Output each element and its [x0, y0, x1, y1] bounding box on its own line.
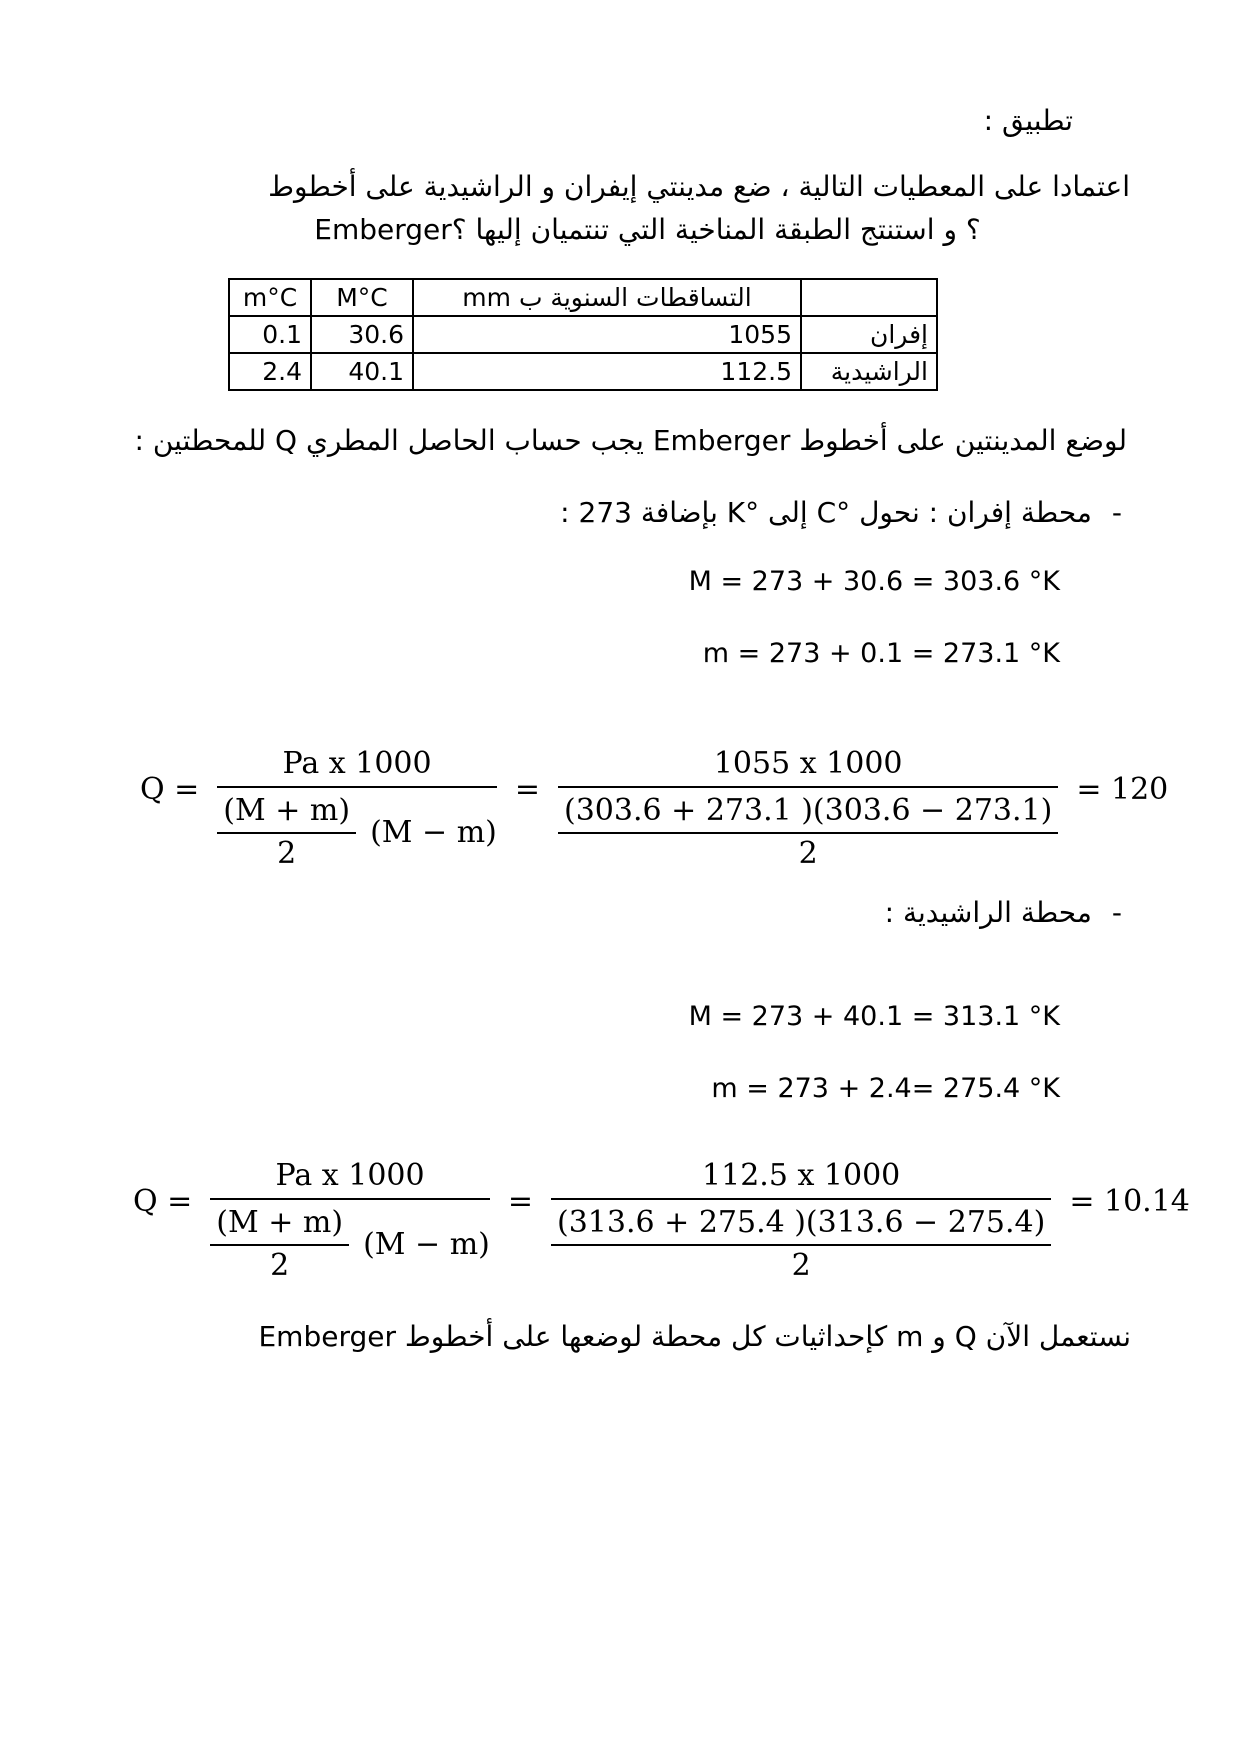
numeric-numerator: 1055 x 1000 [713, 746, 903, 781]
cell-precip-rachidia: 112.5 [413, 353, 801, 390]
symbolic-denominator [210, 1198, 490, 1283]
symbolic-fraction [210, 1158, 490, 1283]
ifrane-M-equation: M = 273 + 30.6 = 303.6 °K [688, 566, 1060, 597]
numeric-denominator-denominator: 2 [798, 836, 818, 871]
mean-temp-numerator: (M + m) [210, 1205, 349, 1246]
cell-city-rachidia: الراشيدية [801, 353, 937, 390]
cell-M-ifrane: 30.6 [311, 316, 413, 353]
rachidia-q-formula [133, 1158, 1190, 1283]
bullet-station-rachidia [885, 896, 1122, 929]
numeric-denominator-denominator: 2 [791, 1248, 811, 1283]
intro-paragraph-line2: Emberger؟ و استنتج الطبقة المناخية التي تنتميان إليها ؟ [314, 213, 981, 246]
numeric-fraction [551, 1158, 1051, 1283]
header-cell-city [801, 279, 937, 316]
table-row [229, 353, 937, 390]
page-title: تطبيق : [983, 104, 1073, 137]
header-cell-precip: التساقطات السنوية ب mm [413, 279, 801, 316]
table-row [229, 316, 937, 353]
bullet-station-rachidia-label: محطة الراشيدية : [884, 896, 1092, 929]
equals-sign: = [514, 772, 541, 807]
numeric-denominator-fraction [558, 793, 1058, 871]
temp-difference-factor: (M − m) [363, 1226, 490, 1262]
symbolic-numerator: Pa x 1000 [275, 1158, 425, 1193]
ifrane-q-formula [140, 746, 1168, 871]
mean-temp-numerator: (M + m) [217, 793, 356, 834]
climate-data-table [228, 278, 938, 391]
rachidia-M-equation: M = 273 + 40.1 = 313.1 °K [688, 1001, 1060, 1032]
header-cell-M: M°C [311, 279, 413, 316]
numeric-denominator-numerator: (313.6 + 275.4 )(313.6 − 275.4) [551, 1205, 1051, 1246]
temp-difference-factor: (M − m) [370, 814, 497, 850]
numeric-denominator-fraction [551, 1205, 1051, 1283]
bullet-dash: - [1111, 496, 1122, 529]
ifrane-m-equation: m = 273 + 0.1 = 273.1 °K [702, 638, 1060, 669]
mean-temp-denominator: 2 [277, 836, 297, 871]
mean-temp-fraction [217, 793, 356, 871]
rachidia-m-equation: m = 273 + 2.4= 275.4 °K [711, 1073, 1060, 1104]
formula-lhs: Q = [133, 1184, 193, 1219]
formula-lhs: Q = [140, 772, 200, 807]
numeric-fraction [558, 746, 1058, 871]
method-line: لوضع المدينتين على أخطوط Emberger يجب حساب الحاصل المطري Q للمحطتين : [134, 424, 1127, 457]
bullet-station-ifrane [560, 496, 1122, 529]
mean-temp-denominator: 2 [270, 1248, 290, 1283]
formula-result: = 10.14 [1069, 1184, 1190, 1219]
closing-line: نستعمل الآن Q و m كإحداثيات كل محطة لوضعها على أخطوط Emberger [258, 1320, 1131, 1353]
numeric-denominator-numerator: (303.6 + 273.1 )(303.6 − 273.1) [558, 793, 1058, 834]
table-header-row [229, 279, 937, 316]
formula-result: = 120 [1076, 772, 1169, 807]
symbolic-fraction [217, 746, 497, 871]
mean-temp-fraction [210, 1205, 349, 1283]
cell-m-rachidia: 2.4 [229, 353, 311, 390]
symbolic-denominator [217, 786, 497, 871]
cell-precip-ifrane: 1055 [413, 316, 801, 353]
cell-M-rachidia: 40.1 [311, 353, 413, 390]
bullet-station-ifrane-label: محطة إفران : نحول °C إلى °K بإضافة 273 : [560, 496, 1092, 529]
cell-city-ifrane: إفران [801, 316, 937, 353]
numeric-denominator [551, 1198, 1051, 1283]
numeric-denominator [558, 786, 1058, 871]
numeric-numerator: 112.5 x 1000 [702, 1158, 901, 1193]
equals-sign: = [507, 1184, 534, 1219]
symbolic-numerator: Pa x 1000 [282, 746, 432, 781]
intro-paragraph-line1: اعتمادا على المعطيات التالية ، ضع مدينتي إيفران و الراشيدية على أخطوط [268, 170, 1130, 203]
cell-m-ifrane: 0.1 [229, 316, 311, 353]
bullet-dash: - [1111, 896, 1122, 929]
header-cell-m: m°C [229, 279, 311, 316]
